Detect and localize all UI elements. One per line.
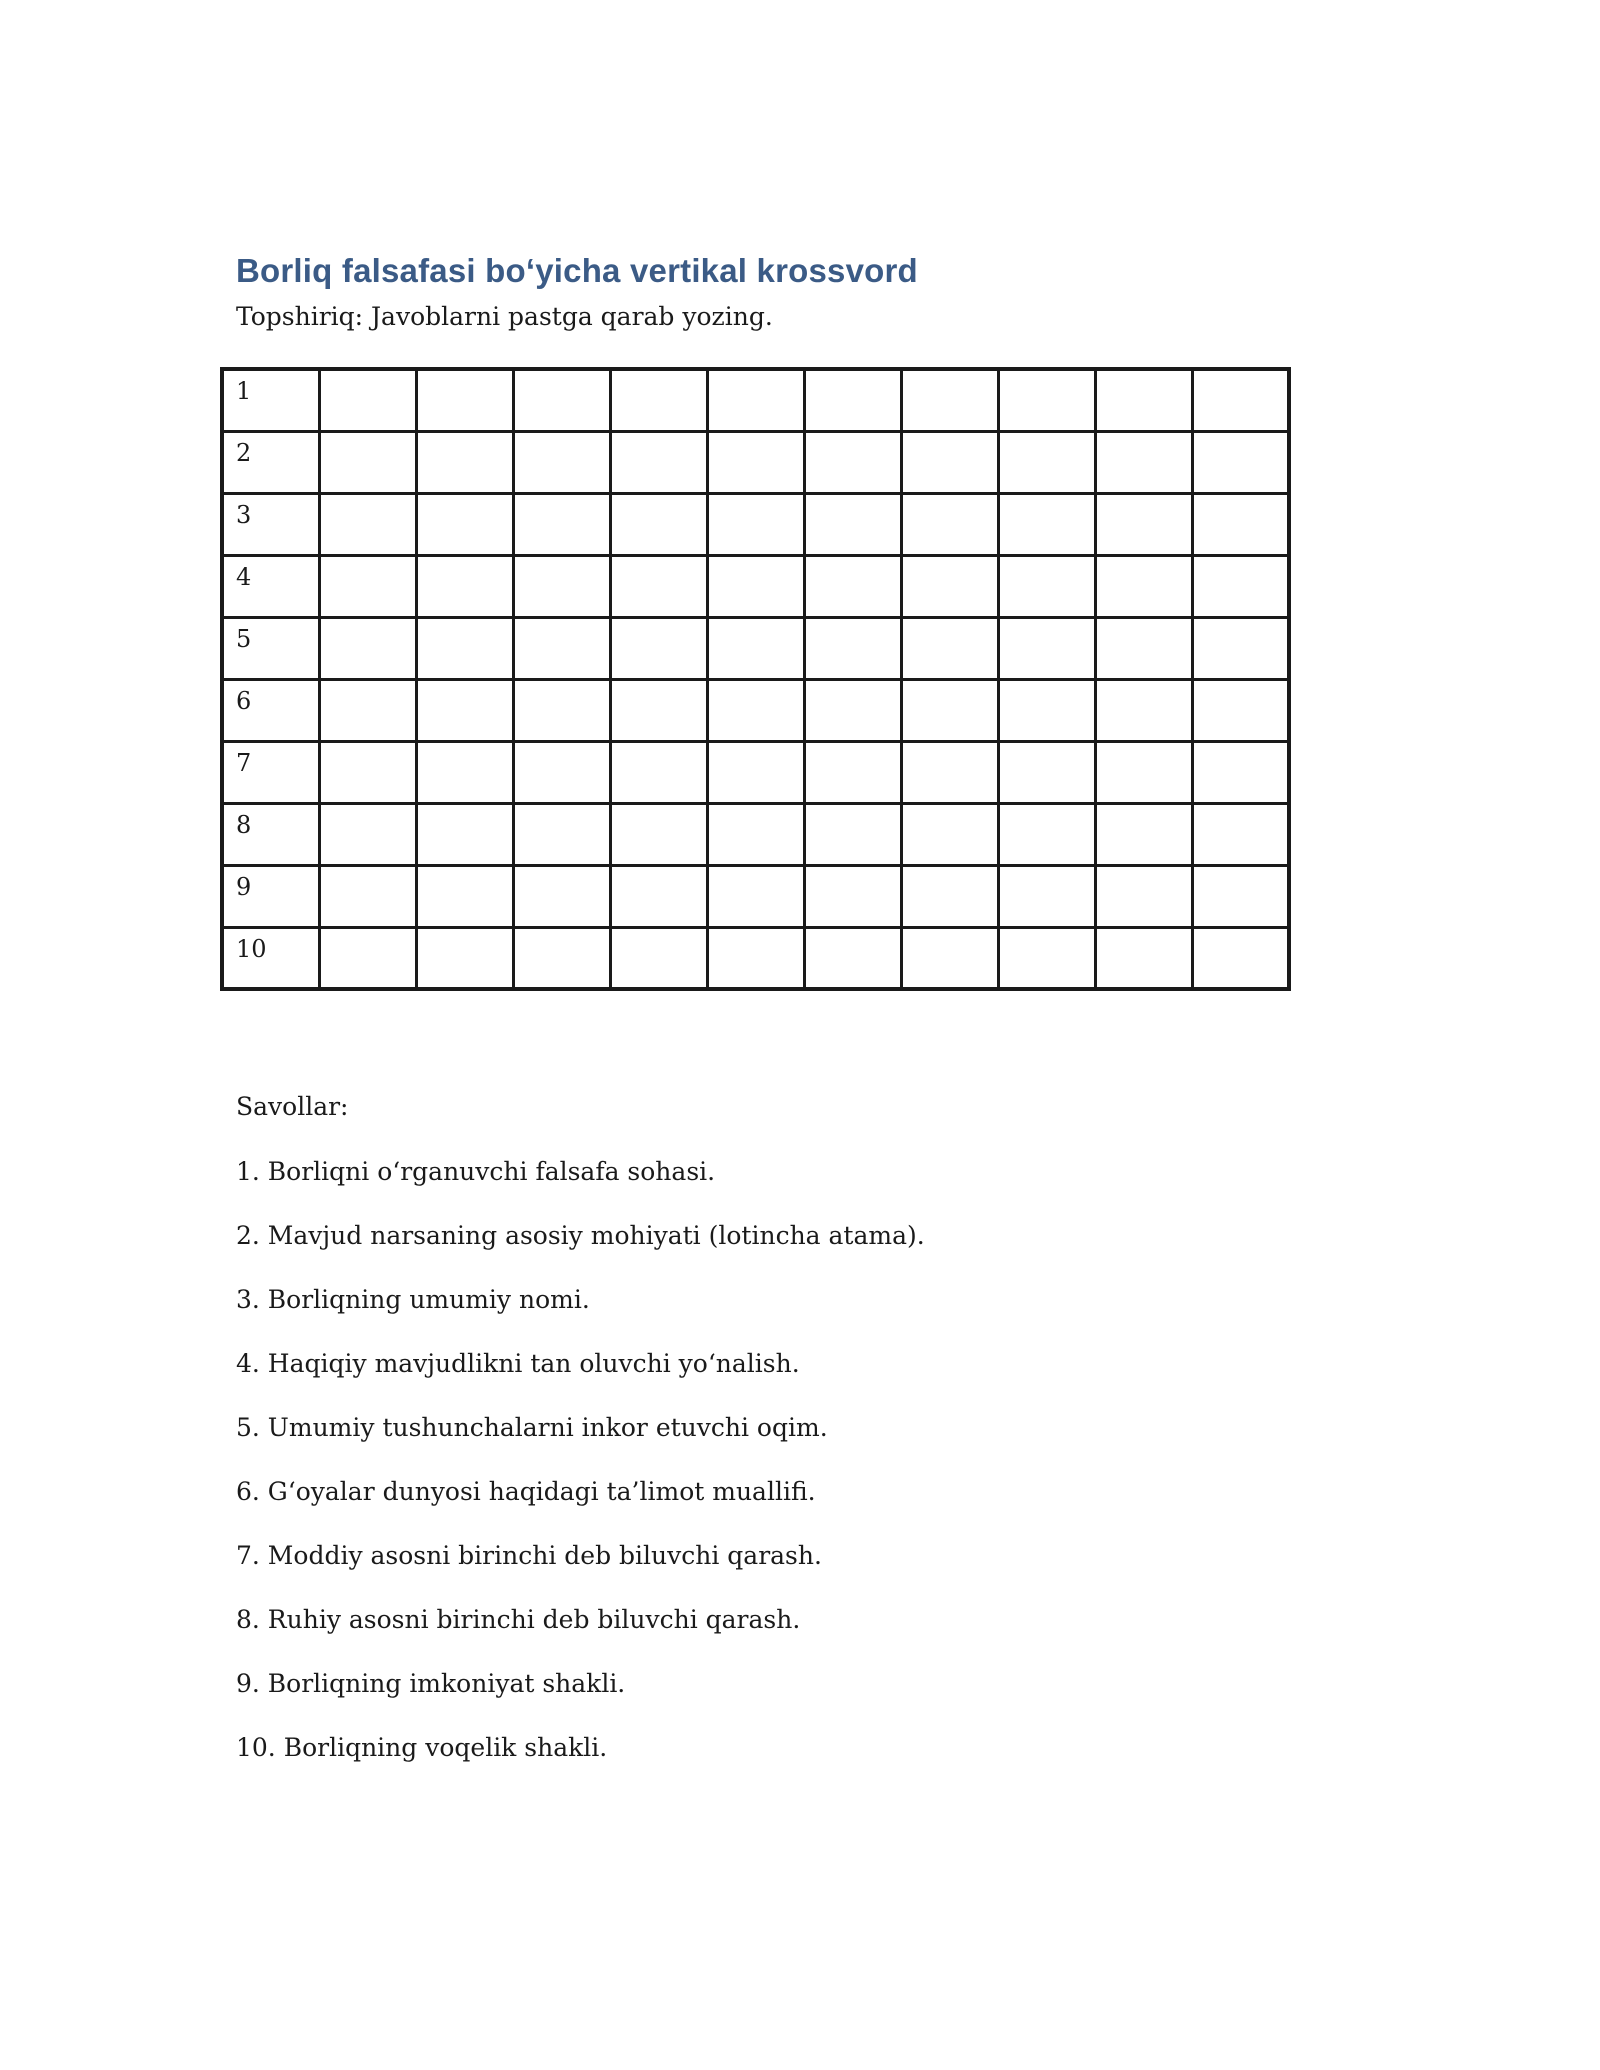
answer-cell bbox=[998, 369, 1095, 431]
questions-list bbox=[236, 1156, 925, 1796]
answer-cell bbox=[707, 865, 804, 927]
row-number-cell: 4 bbox=[222, 555, 319, 617]
answer-cell bbox=[610, 927, 707, 989]
answer-cell bbox=[610, 555, 707, 617]
row-number-cell: 7 bbox=[222, 741, 319, 803]
answer-cell bbox=[804, 865, 901, 927]
question-item: 10. Borliqning voqelik shakli. bbox=[236, 1733, 608, 1762]
row-number-cell: 6 bbox=[222, 679, 319, 741]
page-title: Borliq falsafasi bo‘yicha vertikal krossvord bbox=[236, 252, 918, 289]
answer-cell bbox=[804, 431, 901, 493]
row-number-cell: 8 bbox=[222, 803, 319, 865]
question-item: 8. Ruhiy asosni birinchi deb biluvchi qarash. bbox=[236, 1605, 801, 1634]
grid-row bbox=[222, 741, 1289, 803]
answer-cell bbox=[513, 741, 610, 803]
answer-cell bbox=[319, 679, 416, 741]
answer-cell bbox=[416, 369, 513, 431]
answer-cell bbox=[707, 679, 804, 741]
answer-cell bbox=[513, 431, 610, 493]
answer-cell bbox=[513, 865, 610, 927]
answer-cell bbox=[610, 803, 707, 865]
answer-cell bbox=[1095, 803, 1192, 865]
answer-cell bbox=[319, 741, 416, 803]
answer-cell bbox=[1192, 431, 1289, 493]
question-item: 9. Borliqning imkoniyat shakli. bbox=[236, 1669, 626, 1698]
answer-cell bbox=[707, 431, 804, 493]
answer-cell bbox=[1095, 865, 1192, 927]
question-item: 1. Borliqni o‘rganuvchi falsafa sohasi. bbox=[236, 1157, 716, 1186]
answer-cell bbox=[319, 803, 416, 865]
answer-cell bbox=[1192, 617, 1289, 679]
answer-cell bbox=[416, 555, 513, 617]
answer-cell bbox=[901, 369, 998, 431]
answer-cell bbox=[319, 431, 416, 493]
row-number-cell: 10 bbox=[222, 927, 319, 989]
grid-row bbox=[222, 679, 1289, 741]
answer-cell bbox=[319, 369, 416, 431]
answer-cell bbox=[901, 865, 998, 927]
answer-cell bbox=[610, 369, 707, 431]
row-number-cell: 3 bbox=[222, 493, 319, 555]
question-item: 7. Moddiy asosni birinchi deb biluvchi qarash. bbox=[236, 1541, 822, 1570]
answer-cell bbox=[998, 741, 1095, 803]
answer-cell bbox=[804, 679, 901, 741]
answer-cell bbox=[416, 803, 513, 865]
answer-cell bbox=[319, 555, 416, 617]
answer-cell bbox=[804, 369, 901, 431]
answer-cell bbox=[513, 493, 610, 555]
question-item: 2. Mavjud narsaning asosiy mohiyati (lotincha atama). bbox=[236, 1221, 925, 1250]
answer-cell bbox=[416, 431, 513, 493]
answer-cell bbox=[319, 493, 416, 555]
answer-cell bbox=[416, 741, 513, 803]
answer-cell bbox=[1095, 493, 1192, 555]
answer-cell bbox=[707, 493, 804, 555]
answer-cell bbox=[901, 927, 998, 989]
answer-cell bbox=[901, 493, 998, 555]
question-item: 4. Haqiqiy mavjudlikni tan oluvchi yo‘nalish. bbox=[236, 1349, 800, 1378]
answer-cell bbox=[513, 803, 610, 865]
answer-cell bbox=[416, 493, 513, 555]
answer-cell bbox=[998, 679, 1095, 741]
answer-cell bbox=[610, 493, 707, 555]
crossword-grid bbox=[220, 367, 1291, 991]
grid-row bbox=[222, 617, 1289, 679]
answer-cell bbox=[804, 741, 901, 803]
question-item: 3. Borliqning umumiy nomi. bbox=[236, 1285, 590, 1314]
answer-cell bbox=[998, 493, 1095, 555]
grid-row bbox=[222, 865, 1289, 927]
answer-cell bbox=[416, 679, 513, 741]
answer-cell bbox=[610, 617, 707, 679]
answer-cell bbox=[901, 431, 998, 493]
row-number-cell: 2 bbox=[222, 431, 319, 493]
answer-cell bbox=[610, 865, 707, 927]
answer-cell bbox=[1192, 493, 1289, 555]
grid-row bbox=[222, 369, 1289, 431]
answer-cell bbox=[1192, 865, 1289, 927]
answer-cell bbox=[707, 927, 804, 989]
answer-cell bbox=[901, 741, 998, 803]
answer-cell bbox=[707, 369, 804, 431]
answer-cell bbox=[707, 741, 804, 803]
questions-heading: Savollar: bbox=[236, 1092, 349, 1121]
answer-cell bbox=[998, 431, 1095, 493]
answer-cell bbox=[901, 679, 998, 741]
answer-cell bbox=[416, 617, 513, 679]
answer-cell bbox=[1192, 741, 1289, 803]
answer-cell bbox=[707, 555, 804, 617]
answer-cell bbox=[1095, 679, 1192, 741]
answer-cell bbox=[416, 927, 513, 989]
row-number-cell: 9 bbox=[222, 865, 319, 927]
answer-cell bbox=[513, 679, 610, 741]
answer-cell bbox=[1192, 555, 1289, 617]
answer-cell bbox=[901, 803, 998, 865]
answer-cell bbox=[1095, 369, 1192, 431]
answer-cell bbox=[707, 803, 804, 865]
grid-row bbox=[222, 803, 1289, 865]
answer-cell bbox=[416, 865, 513, 927]
answer-cell bbox=[998, 865, 1095, 927]
answer-cell bbox=[513, 617, 610, 679]
answer-cell bbox=[804, 555, 901, 617]
answer-cell bbox=[998, 555, 1095, 617]
answer-cell bbox=[319, 865, 416, 927]
answer-cell bbox=[1095, 431, 1192, 493]
task-instruction: Topshiriq: Javoblarni pastga qarab yozing. bbox=[236, 302, 773, 331]
answer-cell bbox=[319, 617, 416, 679]
answer-cell bbox=[998, 617, 1095, 679]
answer-cell bbox=[804, 803, 901, 865]
answer-cell bbox=[1192, 803, 1289, 865]
answer-cell bbox=[901, 617, 998, 679]
answer-cell bbox=[998, 927, 1095, 989]
answer-cell bbox=[804, 617, 901, 679]
answer-cell bbox=[1095, 741, 1192, 803]
row-number-cell: 5 bbox=[222, 617, 319, 679]
answer-cell bbox=[804, 927, 901, 989]
question-item: 5. Umumiy tushunchalarni inkor etuvchi oqim. bbox=[236, 1413, 828, 1442]
grid-row bbox=[222, 927, 1289, 989]
row-number-cell: 1 bbox=[222, 369, 319, 431]
answer-cell bbox=[513, 927, 610, 989]
answer-cell bbox=[1095, 927, 1192, 989]
answer-cell bbox=[1192, 927, 1289, 989]
grid-row bbox=[222, 493, 1289, 555]
question-item: 6. G‘oyalar dunyosi haqidagi ta’limot muallifi. bbox=[236, 1477, 816, 1506]
answer-cell bbox=[513, 555, 610, 617]
answer-cell bbox=[998, 803, 1095, 865]
answer-cell bbox=[1095, 555, 1192, 617]
answer-cell bbox=[610, 431, 707, 493]
answer-cell bbox=[707, 617, 804, 679]
answer-cell bbox=[1192, 369, 1289, 431]
grid-row bbox=[222, 555, 1289, 617]
answer-cell bbox=[1192, 679, 1289, 741]
answer-cell bbox=[513, 369, 610, 431]
grid-row bbox=[222, 431, 1289, 493]
answer-cell bbox=[319, 927, 416, 989]
answer-cell bbox=[901, 555, 998, 617]
answer-cell bbox=[610, 741, 707, 803]
answer-cell bbox=[1095, 617, 1192, 679]
answer-cell bbox=[804, 493, 901, 555]
answer-cell bbox=[610, 679, 707, 741]
